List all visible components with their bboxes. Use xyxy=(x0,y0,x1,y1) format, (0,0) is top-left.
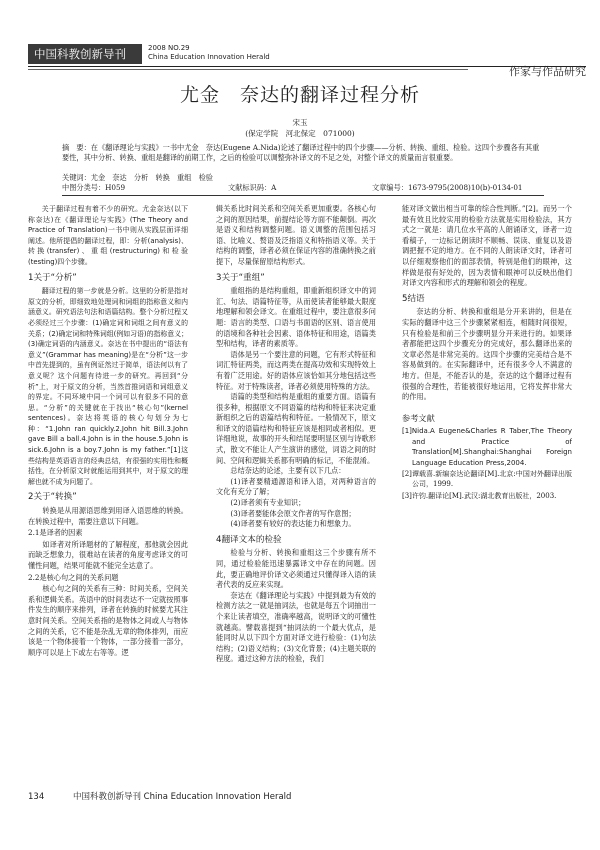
paragraph: 语体是另一个要注意的问题，它有形式特征和词汇特征两类，而这两类在提高功效和实现特效上有着广泛用途。好的语体应该恰如其分地包括这些特征。对于特殊读者，译者必须使用特殊的方法。 xyxy=(216,349,376,391)
section-heading: 2关于“转换” xyxy=(28,492,77,503)
section-heading: 4翻译文本的检验 xyxy=(216,534,282,545)
article-title: 尤金 奈达的翻译过程分析 xyxy=(179,84,420,106)
footer-journal-en: China Education Innovation Herald xyxy=(143,792,292,802)
classification-line xyxy=(62,183,544,193)
paragraph: 重组指的是结构重组，即重新组织译文中的词汇、句法、语篇特征等，从而使读者能够最大限度地理解和领会译文。在重组过程中，要注意很多问题：语言的类型、口语与书面语的区别、语言使用的语境和各种社会因素、语体特征和用途，语篇类型和结构，译者的素质等。 xyxy=(216,286,376,349)
footer-journal-cn: 中国科教创新导刊 xyxy=(72,792,141,802)
section-heading: 1关于“分析” xyxy=(28,272,77,283)
references-heading: 参考文献 xyxy=(402,412,435,423)
paragraph: 总结奈达的论述，主要有以下几点： xyxy=(230,466,346,476)
paragraph: 翻译过程的第一步就是分析。这里的分析是指对原文的分析，即细致地处理词和词组的指称意义和内涵意义。研究语法句法和语篇结构。整个分析过程又必须经过三个步骤：(1)确定词和词组之间有意义的关系；(2)确定词和特殊词组(例如习语)的指称意义；(3)确定词语的内涵意义。奈达在书中提出的“语法有意义”(Grammar has meaning)是在“分析”这一步中首先提到的，虽有例证然过于简单，语法何以有了意义呢？这个问题有待进一步的研究。再回到“分析”上，对于原文的分析，当然首推词语和词组意义的界定。不同环境中同一个词可以有很多不同的意思。“分析”的关键就在于找出“核心句”(kernel sentences)。奈达将英语的核心句划分为七种：“1.John ran quickly.2.John hit Bill.3.John gave Bill a ball.4.John is in the house.5.John is sick.6.John is a boy.7.John is my father.”[1]这些结构是英语语言的经典总结，有很强的实用性和概括性，在分析原文时就能运用到其中，对于原文的理解也就不成为问题了。 xyxy=(28,287,188,486)
paragraph: 检验与分析、转换和重组这三个步骤有所不同，通过检验能迅速暴露译文中存在的问题。因此，要正确地评价译文必须通过只懂得译入语的读者代表的反应来实现。 xyxy=(216,548,376,590)
clc-number: 中图分类号：H059 xyxy=(62,183,126,192)
section-heading: 3关于“重组” xyxy=(216,272,265,283)
paragraph: 关于翻译过程有着不少的研究。尤金奈达(以下称奈达)在《翻译理论与实践》(The Theory and Practice of Translation)一书中则从实践层面详细阐述。他所提倡的翻译过程，即：分析(analysis)、转换(transfer)、重组(restructuring)和检验(testing)四个步骤。 xyxy=(28,205,188,266)
article-number: 文章编号：1673-9795(2008)10(b)-0134-01 xyxy=(372,183,523,192)
author: 宋玉 xyxy=(292,118,308,127)
paragraph: 核心句之间的关系有三种：时间关系，空间关系和逻辑关系。英语中的时间表达不一定就按照事件发生的顺序来排列，译者在转换的时候要尤其注意时间关系。空间关系指的是物体之间或人与物体之间的关系，它不能是杂乱无章的物体排列，而应该是一个物体接着一个物体，一部分接着一部分，顺序可以是上下或左右等等。逻 xyxy=(28,584,188,657)
paragraph: 辑关系比时间关系和空间关系更加重要。各核心句之间的原因结果，前提结论等方面不能颠倒。再次是语义和结构调整问题。语义调整的范围包括习语、比喻义、赘语及泛指语义和特指语义等。关于结构的调整，译者必须在保证内容的准确转换之前提下，尽量保留原结构形式。 xyxy=(216,204,376,266)
paragraph: 奈达的分析、转换和重组是分开来讲的，但是在实际的翻译中这三个步骤紧紧相连，相随时间很短，只有检验是和前三个步骤明显分开来进行的。如果译者都能把这四个步骤充分的完成好，那么翻译出来的文章必然是非常完美的。这四个步骤的完美结合是不容易做到的。在实际翻译中，还有很多令人不满意的地方。但是，不能否认的是，奈达的这个翻译过程有很强的合理性，若能被很好地运用，它将发挥非常大的作用。 xyxy=(402,307,572,402)
document-code: 文献标识码：A xyxy=(228,183,277,192)
body-column-3 xyxy=(402,204,572,502)
header-rule xyxy=(28,66,586,67)
abstract-rule xyxy=(62,195,544,196)
journal-masthead: 中国科教创新导刊 xyxy=(28,44,142,64)
paragraph: 语篇的类型和结构是重组的重要方面。语篇有很多种，根据原文不同语篇的结构和特征来决定重新组织之后的语篇结构和特征。一般情况下，原文和译文的语篇结构和特征应该是相同或者相似。更详细地说，故事的开头和结尾要明显区别与诗歌形式，散文不能让人产生演讲的感觉，词语之间的时间、空间和逻辑关系都有明确的标记，不能混淆。 xyxy=(216,392,376,465)
list-item: (4)译者要有较好的表达能力和想象力。 xyxy=(230,519,356,529)
subsection-heading: 2.1是译者的因素 xyxy=(28,528,83,538)
list-item: (3)译者要能体会原文作者的写作意图； xyxy=(230,508,356,518)
abstract: 摘 要：在《翻译理论与实践》一书中尤金 奈达(Eugene A.Nida)论述了翻译过程中的四个步骤——分析、转换、重组、检验。这四个步骤各有其重要性，其中分析、转换、重组是翻译的前期工作，之后的检验可以调整弥补译文的不足之处，对整个译文的质量而言很重要。 xyxy=(62,143,540,162)
column-name: 作家与作品研究 xyxy=(509,65,586,78)
list-item: (2)译者须有专业知识； xyxy=(230,498,306,508)
paragraph: 奈达在《翻译理论与实践》中提到最为有效的检测方法之一就是抽词法，也就是每五个词抽出一个来让读者填空，准确率越高，说明译文的可懂性就越高。譬载喜提到“抽词法的一个最大优点，是能同时从以下四个方面对译文进行检验：(1)句法结构；(2)语义结构；(3)文化背景；(4)主题关联的程度。通过这种方法的检验，我们 xyxy=(216,590,376,664)
issue-line: 2008 NO.29 xyxy=(148,44,190,52)
paragraph: 转换是从用源语思维到用译入语思维的转换。在转换过程中，需要注意以下问题。 xyxy=(28,506,188,526)
body-column-2 xyxy=(216,204,376,665)
keywords: 关键词：尤金 奈达 分析 转换 重组 检验 xyxy=(62,173,213,182)
journal-english-name: China Education Innovation Herald xyxy=(148,53,270,61)
reference-item: [2]谭载喜.新编奈达论翻译[M].北京:中国对外翻译出版公司，1999. xyxy=(402,469,572,489)
section-heading: 5结语 xyxy=(402,293,425,304)
issue-info xyxy=(148,44,270,62)
header-rule-thin xyxy=(28,69,468,70)
paragraph: 能对译文做出相当可靠的综合性判断。”[2]。而另一个最有效且比较实用的检验方法就是实用检验法，其方式之一就是：请几位水平高的人朗诵译文，译者一边看稿子，一边标记朗读时不顺畅、误读、重复以及语调把握不定的地方。在不同的人朗读译文时，译者可以仔细观察他们的面部表情，特别是他们的眼神，这样做是很有好处的，因为表情和眼神可以反映出他们对译文内容和形式的理解和领会的程度。 xyxy=(402,204,572,288)
reference-item: [3]许钧.翻译论[M].武汉:湖北教育出版社，2003. xyxy=(402,491,557,500)
body-column-1 xyxy=(28,204,188,658)
reference-item: [1]Nida.A Eugene&Charles R Taber,The Theory and Practice of Translation[M].Shanghai:Shanghai Foreign Language Education Press,2004. xyxy=(402,427,572,467)
paragraph: 如译者对所译题材的了解程度，那他就会因此而缺乏想象力，很难站在读者的角度考虑译文的可懂性问题，结果可能就不能完全达意了。 xyxy=(28,539,188,570)
affiliation: (保定学院 河北保定 071000) xyxy=(245,129,355,138)
page-footer xyxy=(28,790,291,802)
subsection-heading: 2.2是核心句之间的关系问题 xyxy=(28,572,119,582)
list-item: (1)译者要精通源语和译入语，对两种语言的文化有充分了解； xyxy=(216,476,376,497)
page-number: 134 xyxy=(28,792,45,802)
